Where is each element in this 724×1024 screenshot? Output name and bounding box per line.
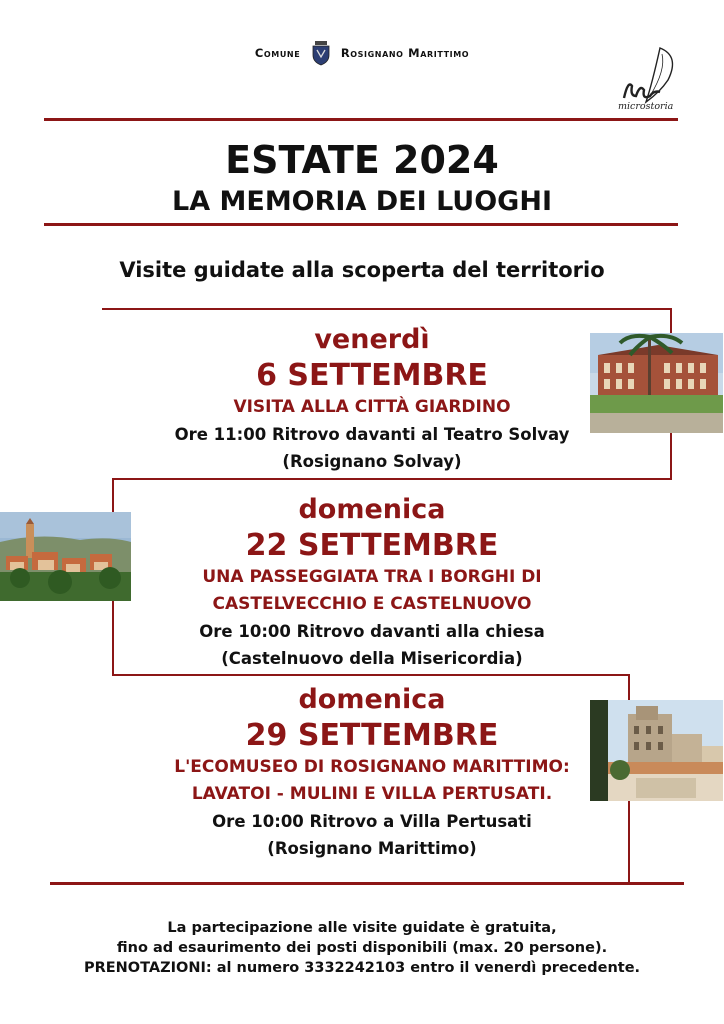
comune-label: Comune [254,46,301,60]
title-divider [44,223,678,226]
event-title: CASTELVECCHIO E CASTELNUOVO [212,594,532,614]
event-1 [132,322,612,475]
event-date: 6 SETTEMBRE [256,358,488,393]
tagline: Visite guidate alla scoperta del territorio [119,258,605,282]
municipality-header [0,40,724,66]
event-meeting-point: Ore 10:00 Ritrovo a Villa Pertusati [212,812,532,831]
top-divider [44,118,678,121]
coat-of-arms-icon [311,40,331,66]
event-day: venerdì [314,324,430,355]
photo-castelnuovo [0,512,131,601]
event-meeting-point: Ore 10:00 Ritrovo davanti alla chiesa [199,622,545,641]
event-3 [132,682,612,862]
event-date: 29 SETTEMBRE [245,718,499,753]
event-date: 22 SETTEMBRE [245,528,499,563]
frame-line [112,478,672,480]
photo-rosignano-marittimo [590,700,723,801]
microstoria-logo-text: microstoria [618,101,674,112]
footer-line: La partecipazione alle visite guidate è gratuita, [167,920,557,936]
town-label: Rosignano Marittimo [340,46,470,60]
event-title: VISITA ALLA CITTÀ GIARDINO [233,397,511,417]
event-day: domenica [298,684,446,715]
photo-teatro-solvay [590,333,723,433]
bottom-divider [50,882,684,885]
event-title: UNA PASSEGGIATA TRA I BORGHI DI [202,567,542,587]
frame-line [112,674,630,676]
event-2 [132,492,612,672]
footer-line: fino ad esaurimento dei posti disponibili (max. 20 persone). [116,940,608,956]
event-location: (Rosignano Marittimo) [267,839,477,858]
page-subtitle: LA MEMORIA DEI LUOGHI [172,186,552,217]
event-title: LAVATOI - MULINI E VILLA PERTUSATI. [191,784,553,804]
event-day: domenica [298,494,446,525]
event-location: (Castelnuovo della Misericordia) [221,649,523,668]
footer-notes [0,918,724,978]
event-location: (Rosignano Solvay) [282,452,462,471]
booking-info: PRENOTAZIONI: al numero 3332242103 entro il venerdì precedente. [83,960,641,976]
page-title: ESTATE 2024 [225,138,499,182]
frame-line [102,308,672,310]
event-title: L'ECOMUSEO DI ROSIGNANO MARITTIMO: [174,757,570,777]
event-meeting-point: Ore 11:00 Ritrovo davanti al Teatro Solvay [174,425,570,444]
